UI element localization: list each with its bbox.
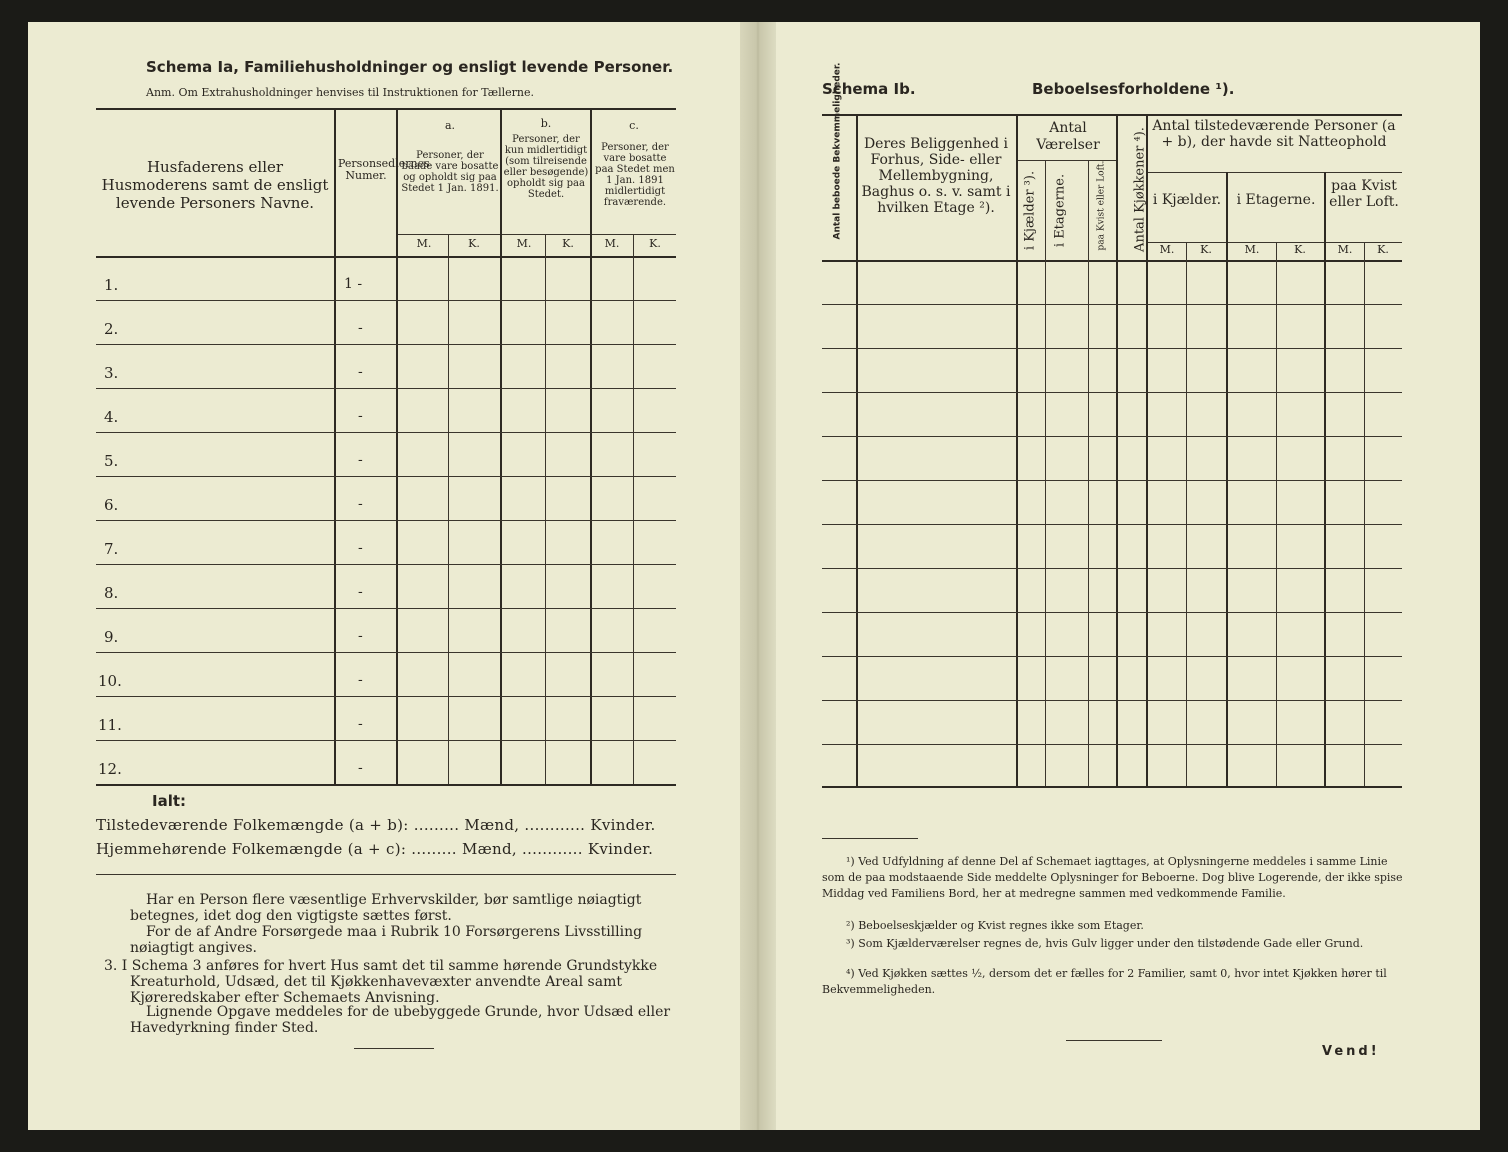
col-a-text: Personer, der baade vare bosatte og opholdt sig paa Stedet 1 Jan. 1891. bbox=[401, 150, 499, 194]
row-mark: - bbox=[358, 672, 363, 688]
c-m-label: M. bbox=[604, 237, 620, 250]
a-k-label: K. bbox=[468, 237, 480, 250]
kj-m-label: M. bbox=[1159, 243, 1175, 256]
mk-header-rule bbox=[398, 234, 676, 235]
schema-1a-title: Schema Ia, Familiehusholdninger og ensligt levende Personer. bbox=[146, 58, 674, 76]
hjemme-line: Hjemmehørende Folkemængde (a + c): ......... Mænd, ............ Kvinder. bbox=[96, 840, 654, 858]
header-bottom-rule bbox=[96, 256, 676, 258]
rtable-top-rule bbox=[822, 114, 1402, 116]
rrow-rule bbox=[822, 436, 1402, 437]
row-number: 8. bbox=[104, 584, 119, 602]
col-line-b-mid bbox=[545, 234, 546, 784]
rrow-rule bbox=[822, 656, 1402, 657]
rrow-rule bbox=[822, 568, 1402, 569]
b-k-label: K. bbox=[562, 237, 574, 250]
row-mark: - bbox=[358, 452, 363, 468]
col-line-names bbox=[334, 108, 336, 784]
kv-k-label: K. bbox=[1377, 243, 1389, 256]
notes-separator bbox=[96, 874, 676, 875]
row-mark: - bbox=[358, 364, 363, 380]
rrow-rule bbox=[822, 480, 1402, 481]
row-mark: - bbox=[358, 584, 363, 600]
ialt-label: Ialt: bbox=[152, 792, 187, 810]
col-c-letter: c. bbox=[629, 119, 639, 132]
table-top-rule bbox=[96, 108, 676, 110]
row-number: 3. bbox=[104, 364, 119, 382]
bekvem-header: Antal beboede Bekvemmeligheder. bbox=[832, 62, 843, 240]
number-column-header: Personsedlernes Numer. bbox=[338, 157, 430, 182]
footnote-rule bbox=[822, 838, 918, 839]
beboelses-title: Beboelsesforholdene ¹). bbox=[1032, 80, 1235, 98]
row-number: 4. bbox=[104, 408, 119, 426]
tilstede-rule bbox=[1146, 172, 1402, 173]
kjokkener-header: Antal Kjøkkener ⁴). bbox=[1132, 127, 1148, 252]
rrow-rule bbox=[822, 700, 1402, 701]
note-3: 3. I Schema 3 anføres for hvert Hus samt det til samme hørende Grundstykke Kreaturhold, Udsæd, det til Kjøkkenhavevæxter anvendte Areal samt Kjøreredskaber efter Schemaets Anvisning. bbox=[104, 958, 658, 1006]
rcol-line-1 bbox=[856, 114, 858, 786]
row-number: 5. bbox=[104, 452, 119, 470]
row-rule bbox=[96, 696, 676, 697]
et-k-label: K. bbox=[1294, 243, 1306, 256]
footnote-3: ³) Som Kjælderværelser regnes de, hvis Gulv ligger under den tilstødende Gade eller Grund. bbox=[846, 937, 1364, 950]
page-gutter bbox=[740, 22, 776, 1130]
rrow-rule bbox=[822, 392, 1402, 393]
col-c-text: Personer, der vare bosatte paa Stedet men 1 Jan. 1891 midlertidigt fraværende. bbox=[595, 142, 675, 208]
sub-etagerne-header: i Etagerne. bbox=[1236, 192, 1316, 208]
sub-kvist-header: paa Kvist eller Loft. bbox=[1329, 178, 1399, 210]
beliggenhed-header: Deres Beliggenhed i Forhus, Side- eller Mellembygning, Baghus o. s. v. samt i hvilken Etage ²). bbox=[861, 136, 1011, 216]
et-m-label: M. bbox=[1244, 243, 1260, 256]
rrow-rule bbox=[822, 744, 1402, 745]
kjaelder-header: i Kjælder ³). bbox=[1022, 170, 1038, 251]
rcol-line-11 bbox=[1364, 242, 1365, 786]
tilstede-header: Antal tilstedeværende Personer (a + b), der havde sit Natteophold bbox=[1152, 118, 1396, 150]
row-mark: - bbox=[358, 496, 363, 512]
row-mark: - bbox=[358, 628, 363, 644]
row-number: 10. bbox=[98, 672, 122, 690]
rrow-rule bbox=[822, 304, 1402, 305]
row-number: 1. bbox=[104, 276, 119, 294]
anm-note: Anm. Om Extrahusholdninger henvises til Instruktionen for Tællerne. bbox=[146, 86, 535, 99]
tilstede-line: Tilstedeværende Folkemængde (a + b): ......... Mænd, ............ Kvinder. bbox=[96, 816, 656, 834]
col-line-c-mid bbox=[633, 234, 634, 784]
row-mark: - bbox=[358, 320, 363, 336]
row-rule bbox=[96, 300, 676, 301]
rcol-line-2 bbox=[1016, 114, 1018, 786]
rcol-line-9 bbox=[1276, 242, 1277, 786]
row-number: 11. bbox=[98, 716, 122, 734]
row-mark: - bbox=[358, 716, 363, 732]
note-4: Lignende Opgave meddeles for de ubebyggede Grunde, hvor Udsæd eller Havedyrkning finder Sted. bbox=[130, 1004, 671, 1036]
rcol-line-3 bbox=[1045, 160, 1046, 786]
col-line-a-b bbox=[500, 108, 502, 784]
row-rule bbox=[96, 520, 676, 521]
etagerne-header: i Etagerne. bbox=[1052, 173, 1068, 248]
col-a-letter: a. bbox=[444, 119, 456, 132]
col-b-text: Personer, der kun midlertidigt (som tilreisende eller besøgende) opholdt sig paa Stedet. bbox=[503, 134, 589, 200]
rcol-line-8 bbox=[1226, 172, 1228, 786]
col-line-a-mid bbox=[448, 234, 449, 784]
note-1: Har en Person flere væsentlige Erhvervskilder, bør samtlige nøiagtigt betegnes, idet dog den vigtigste sættes først. bbox=[130, 892, 642, 924]
row-mark: - bbox=[358, 760, 363, 776]
rrow-rule bbox=[822, 524, 1402, 525]
row-rule bbox=[96, 564, 676, 565]
row-rule bbox=[96, 608, 676, 609]
row-mark: - bbox=[358, 540, 363, 556]
left-end-rule bbox=[354, 1048, 434, 1049]
b-m-label: M. bbox=[516, 237, 532, 250]
rcol-line-6 bbox=[1146, 114, 1148, 786]
row-number: 9. bbox=[104, 628, 119, 646]
kv-m-label: M. bbox=[1337, 243, 1353, 256]
row-number: 12. bbox=[98, 760, 122, 778]
row-rule bbox=[96, 476, 676, 477]
col-line-number bbox=[396, 108, 398, 784]
row-rule bbox=[96, 740, 676, 741]
footnote-2: ²) Beboelseskjælder og Kvist regnes ikke som Etager. bbox=[846, 919, 1144, 932]
kj-k-label: K. bbox=[1200, 243, 1212, 256]
col-line-b-c bbox=[590, 108, 592, 784]
names-column-header: Husfaderens eller Husmoderens samt de ensligt levende Personers Navne. bbox=[101, 158, 329, 212]
rcol-line-7 bbox=[1186, 242, 1187, 786]
rcol-line-5 bbox=[1116, 114, 1118, 786]
footnote-4: ⁴) Ved Kjøkken sættes ½, dersom det er fælles for 2 Familier, samt 0, hvor intet Kjøkken hører til Bekvemmeligheden. bbox=[822, 967, 1387, 996]
row-rule bbox=[96, 388, 676, 389]
rrow-rule bbox=[822, 348, 1402, 349]
row-number: 6. bbox=[104, 496, 119, 514]
row-rule bbox=[96, 344, 676, 345]
right-end-rule bbox=[1066, 1040, 1162, 1041]
schema-1b-title: Schema Ib. bbox=[822, 80, 916, 98]
row-mark: - bbox=[358, 408, 363, 424]
col-b-letter: b. bbox=[540, 117, 552, 130]
vend-label: Vend! bbox=[1322, 1044, 1380, 1059]
sub-kjaelder-header: i Kjælder. bbox=[1152, 192, 1222, 208]
c-k-label: K. bbox=[649, 237, 661, 250]
rcol-line-4 bbox=[1088, 160, 1089, 786]
footnote-1: ¹) Ved Udfyldning af denne Del af Schemaet iagttages, at Oplysningerne meddeles i samme Linie som de paa modstaaende Side meddelte Oplysninger for Beboerne. Dog blive Logerende, der ikke spise Middag ved Familiens Bord, her at medregne sammen med vedkommende Familie. bbox=[822, 855, 1403, 900]
row-rule bbox=[96, 432, 676, 433]
row-mark: 1 - bbox=[344, 276, 363, 292]
row-number: 2. bbox=[104, 320, 119, 338]
a-m-label: M. bbox=[416, 237, 432, 250]
rheader-bottom-rule bbox=[822, 260, 1402, 262]
kvist-header: paa Kvist eller Loft. bbox=[1096, 160, 1107, 251]
table-bottom-rule bbox=[96, 784, 676, 786]
row-number: 7. bbox=[104, 540, 119, 558]
rrow-rule bbox=[822, 612, 1402, 613]
rtable-bottom-rule bbox=[822, 786, 1402, 788]
note-2: For de af Andre Forsørgede maa i Rubrik 10 Forsørgerens Livsstilling nøiagtigt angives. bbox=[130, 924, 643, 956]
rcol-line-10 bbox=[1324, 172, 1326, 786]
vaerelser-header: Antal Værelser bbox=[1036, 120, 1100, 153]
row-rule bbox=[96, 652, 676, 653]
